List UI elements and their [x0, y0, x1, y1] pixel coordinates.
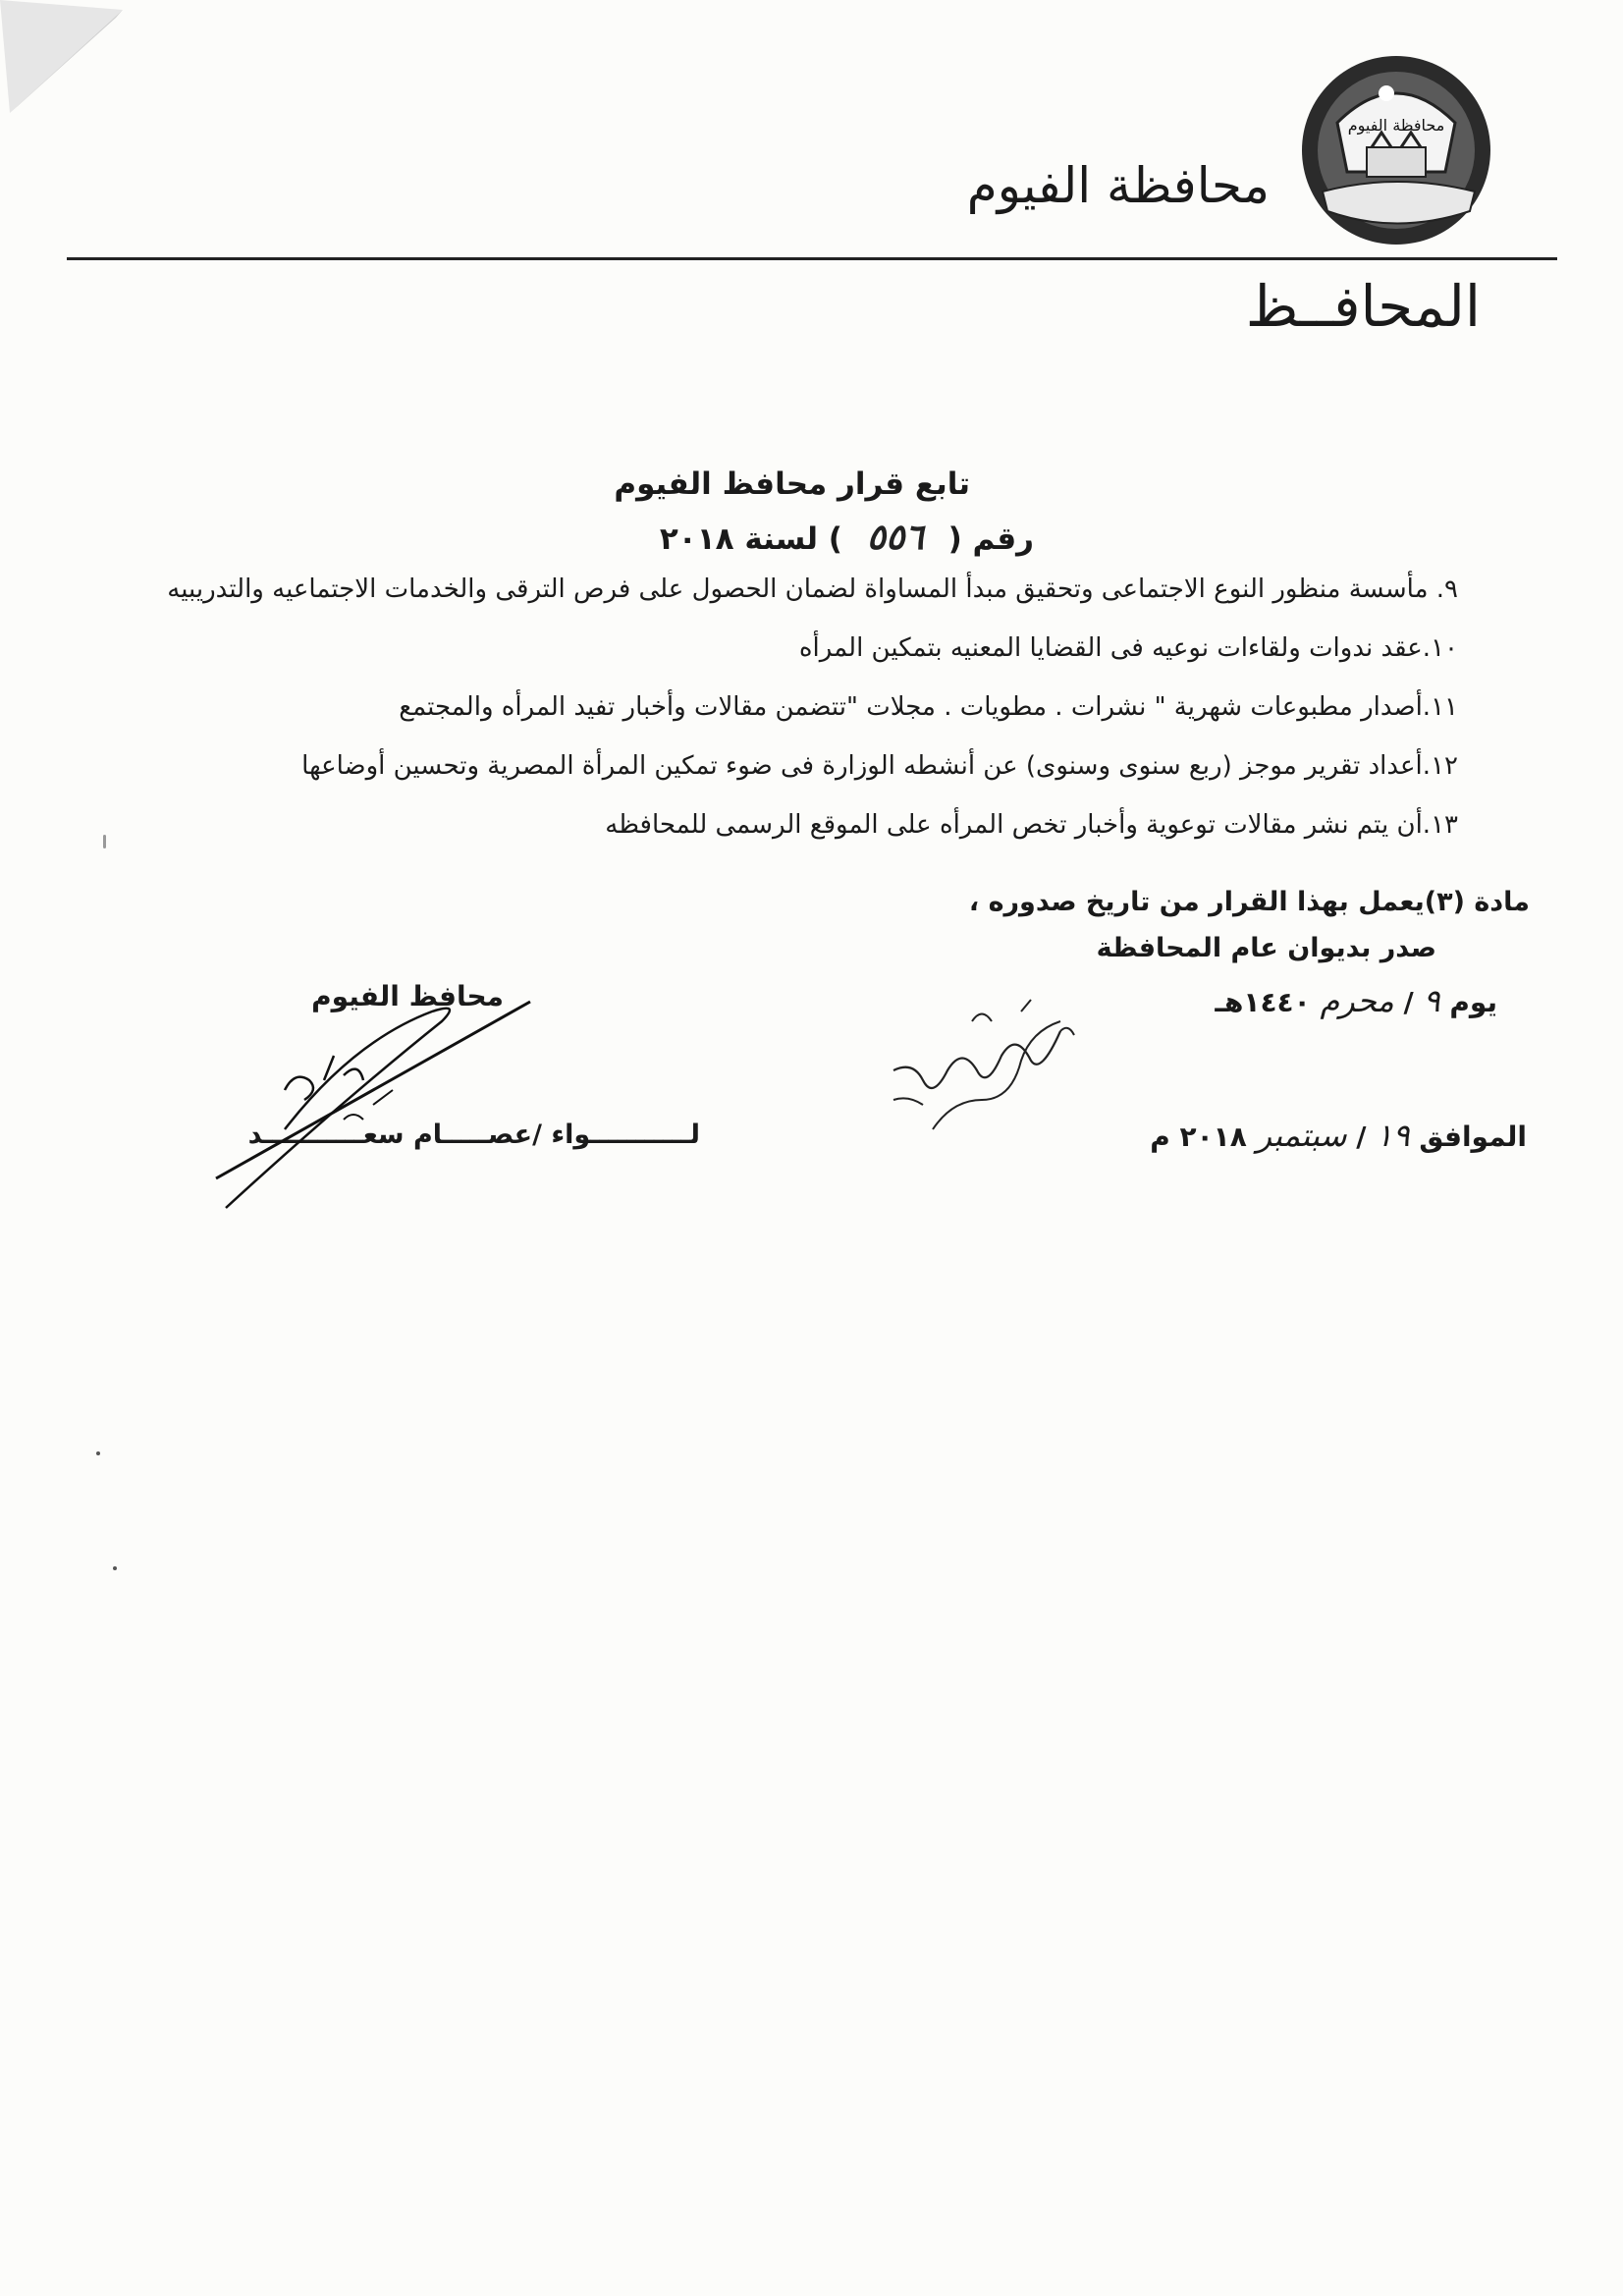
- handwritten-signature: [196, 982, 550, 1218]
- list-item: [399, 692, 1458, 722]
- item-number: ١٢.: [1422, 751, 1458, 781]
- list-item: [605, 810, 1458, 840]
- list-item: [799, 633, 1458, 663]
- article-3-text: مادة (٣)يعمل بهذا القرار من تاريخ صدوره ،: [968, 887, 1530, 917]
- list-item: [167, 574, 1458, 604]
- decision-number-suffix: ) لسنة ٢٠١٨: [659, 521, 842, 557]
- gregorian-date: الموافق ١٩ / سبتمبر ٢٠١٨ م: [1150, 1117, 1527, 1154]
- signer-rank: لـــــــــــواء /: [532, 1120, 700, 1150]
- item-text: أصدار مطبوعات شهرية " نشرات . مطويات . مجلات "تتضمن مقالات وأخبار تفيد المرأه والمجتمع: [399, 692, 1423, 722]
- item-number: ١١.: [1422, 692, 1458, 722]
- office-title: المحافــظ: [1245, 273, 1481, 340]
- item-text: عقد ندوات ولقاءات نوعيه فى القضايا المعنيه بتمكين المرأه: [798, 633, 1423, 663]
- hijri-date-prefix: يوم: [1449, 986, 1497, 1018]
- decision-title: تابع قرار محافظ الفيوم: [614, 466, 970, 502]
- item-text: أعداد تقرير موجز (ربع سنوى وسنوى) عن أنشطه الوزارة فى ضوء تمكين المرأة المصرية وتحسين أوضاعها: [301, 751, 1423, 781]
- item-text: أن يتم نشر مقالات توعوية وأخبار تخص المرأه على الموقع الرسمى للمحافظه: [605, 810, 1423, 840]
- signer-name: عصـــــام سعـــــــــــد: [247, 1120, 533, 1150]
- emblem-label: محافظة الفيوم: [1347, 116, 1445, 135]
- gregorian-year: ٢٠١٨ م: [1150, 1121, 1247, 1153]
- handwritten-annotation: [874, 992, 1100, 1149]
- scan-speck: [113, 1566, 117, 1570]
- gregorian-month: سبتمبر: [1256, 1117, 1347, 1154]
- issued-at-text: صدر بديوان عام المحافظة: [1096, 933, 1436, 963]
- item-number: ٩.: [1435, 574, 1458, 604]
- decision-number-line: [660, 517, 1034, 558]
- governorate-emblem: [1298, 54, 1494, 246]
- list-item: [301, 751, 1458, 781]
- item-text: مأسسة منظور النوع الاجتماعى وتحقيق مبدأ المساواة لضمان الحصول على فرص الترقى والخدمات الاجتماعيه والتدريبيه: [167, 574, 1429, 604]
- gregorian-date-prefix: الموافق: [1419, 1121, 1527, 1153]
- governorate-name: محافظة الفيوم: [966, 157, 1270, 214]
- signer-title: محافظ الفيوم: [311, 980, 504, 1012]
- hijri-month: محرم: [1320, 982, 1394, 1019]
- hijri-day: ٩: [1423, 982, 1440, 1019]
- folded-corner: [0, 0, 128, 118]
- item-number: ١٣.: [1422, 810, 1458, 840]
- hijri-date: يوم ٩ / محرم ١٤٤٠هـ: [1215, 982, 1497, 1019]
- item-number: ١٠.: [1422, 633, 1458, 663]
- hijri-year: ١٤٤٠هـ: [1215, 986, 1311, 1018]
- gregorian-day: ١٩: [1376, 1117, 1410, 1154]
- scan-speck: [103, 835, 106, 848]
- decision-number-value: ٥٥٦: [866, 517, 924, 558]
- decision-number-prefix: رقم (: [947, 521, 1034, 557]
- scan-speck: [96, 1451, 100, 1455]
- header-divider: [67, 257, 1557, 260]
